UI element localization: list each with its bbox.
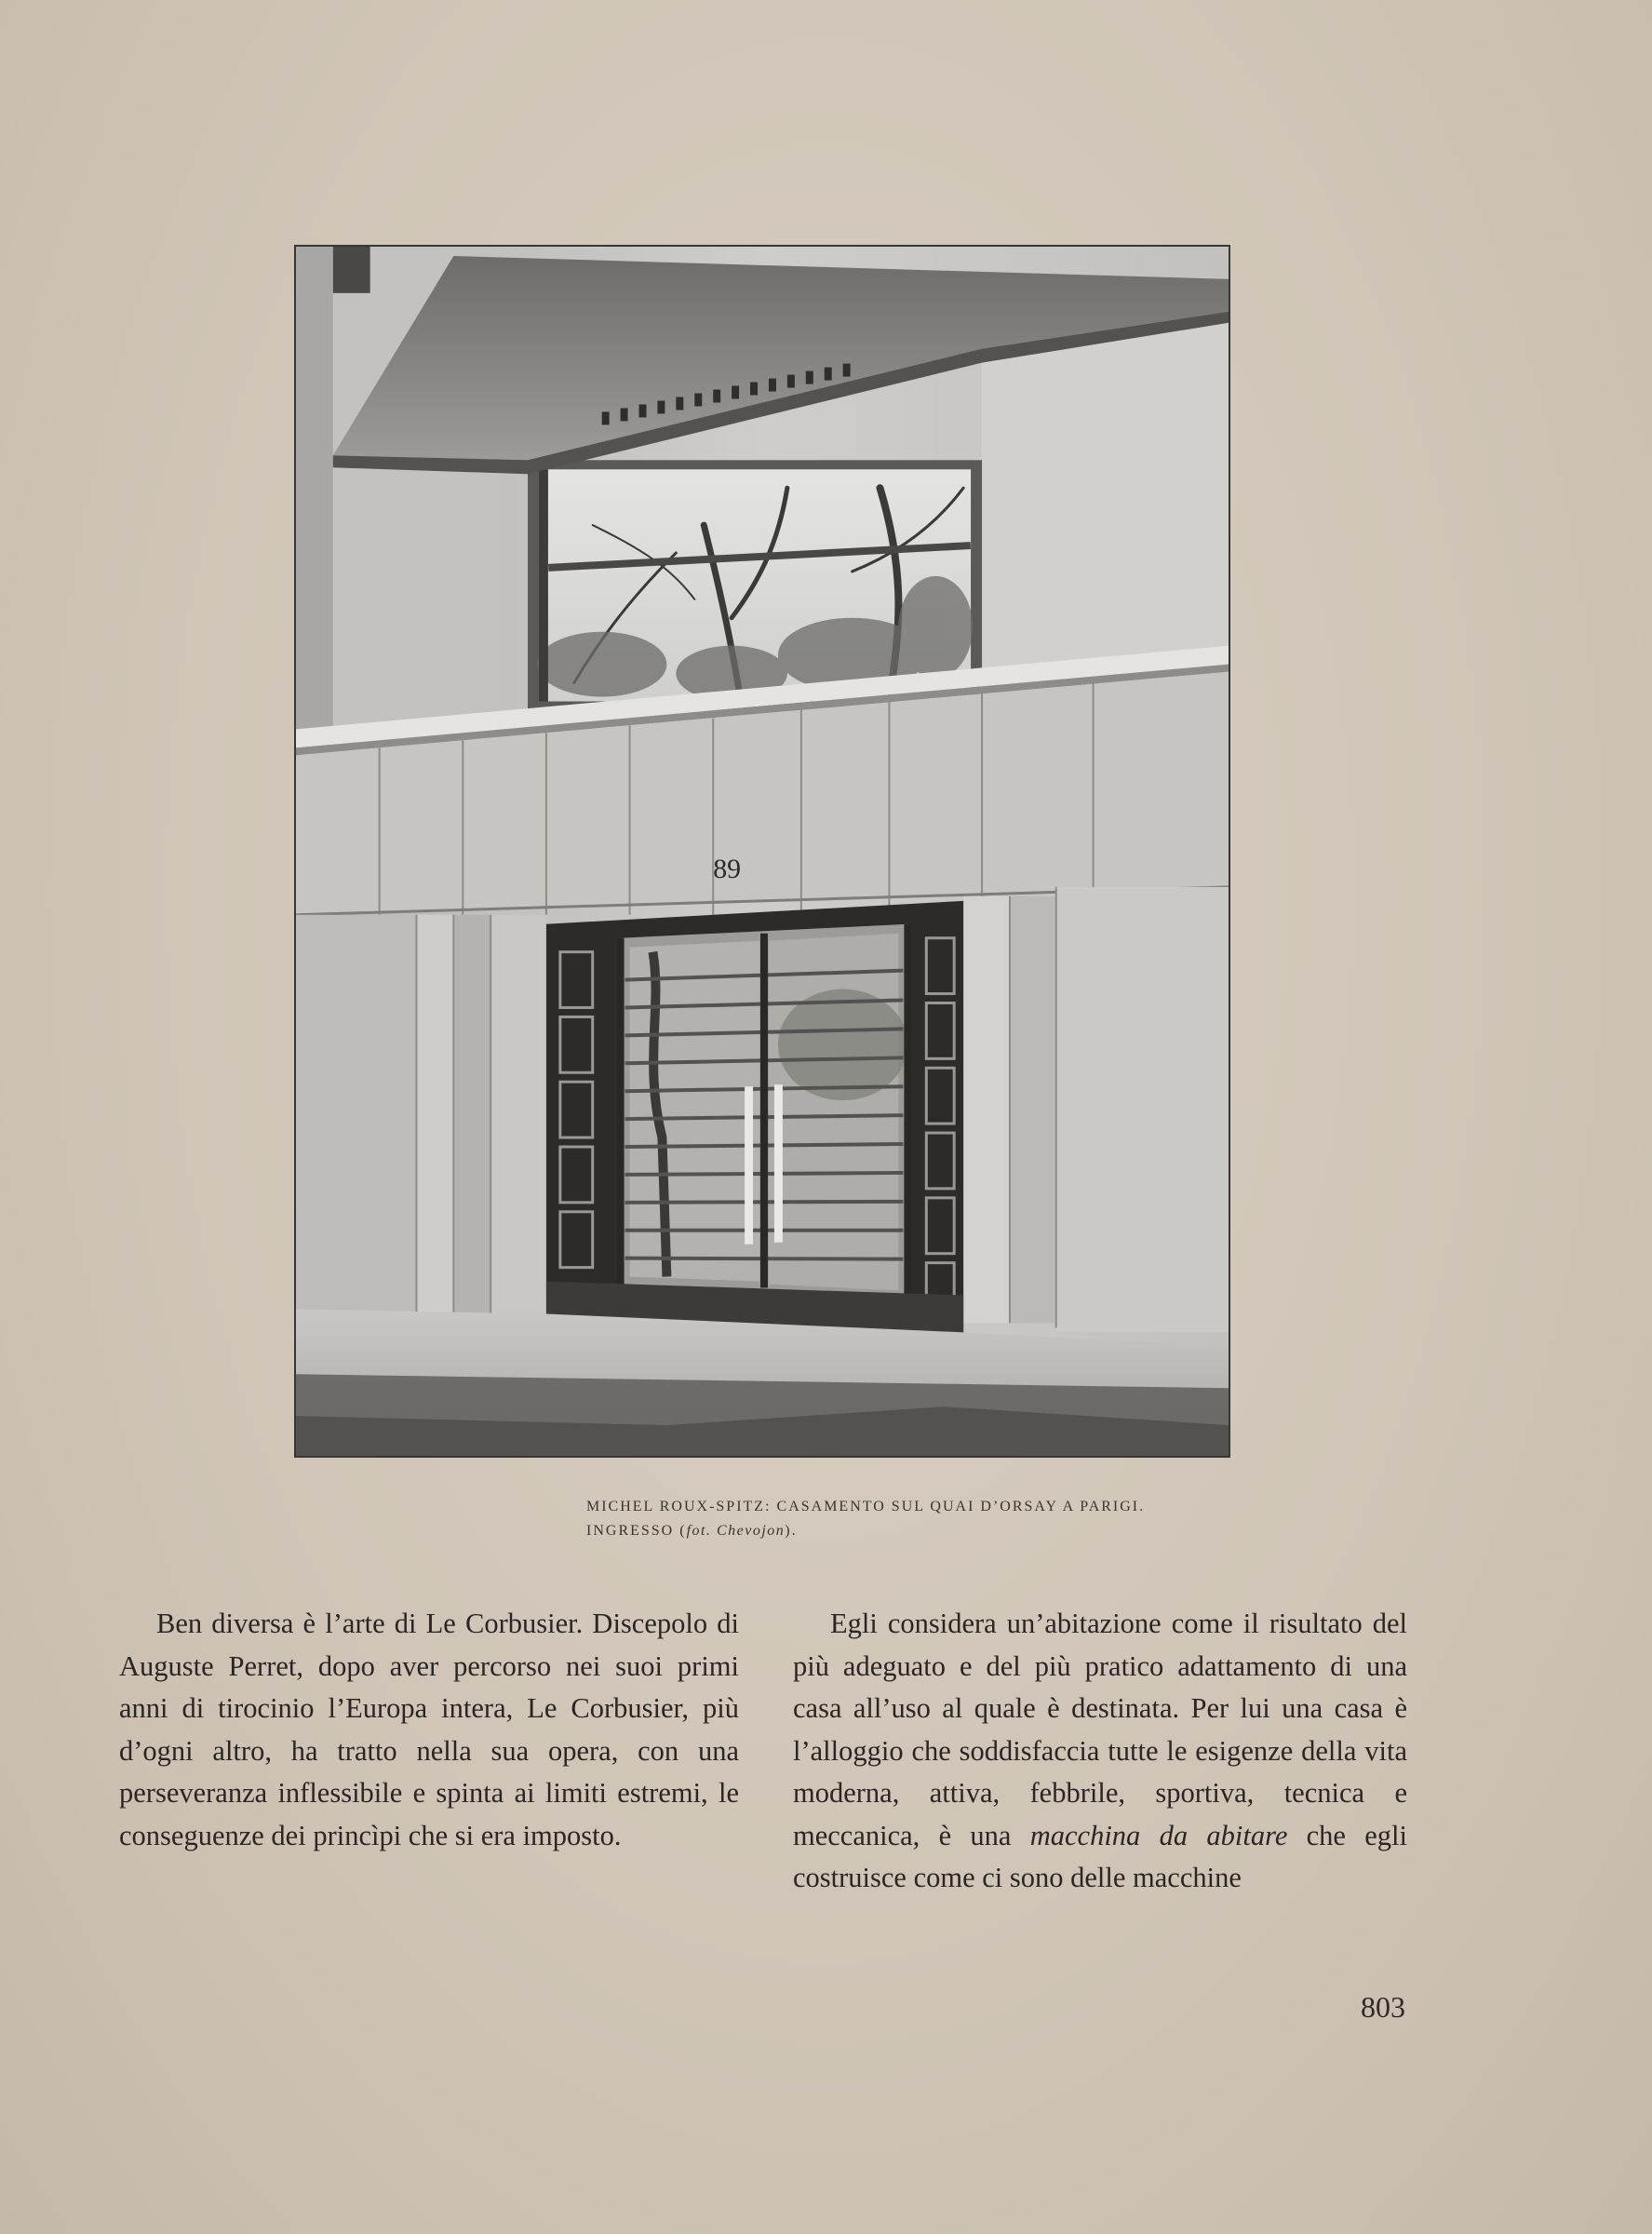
emphasis-macchina-da-abitare: macchina da abitare <box>1029 1819 1288 1851</box>
paragraph-le-corbusier: Ben diversa è l’arte di Le Corbusier. Discepolo di Auguste Perret, dopo aver percorso nei suoi primi anni di tirocinio l’Europa intera, Le Corbusier, più d’ogni altro, ha tratto nella sua opera, con una perseveranza inflessibile e spinta ai limiti estremi, le conseguenze dei princìpi che si era imposto. <box>119 1608 739 1851</box>
text-column-right <box>793 1603 1407 1900</box>
text-column-left <box>119 1603 739 1857</box>
paragraph-text-start: Egli considera un’abitazione come il risultato del più adeguato e del più pratico adattamento di una casa all’uso al quale è destinata. Per lui una casa è l’alloggio che soddisfaccia tutte le esigenze della vita moderna, attiva, febbrile, sportiva, tecnica e meccanica, è una <box>793 1608 1407 1851</box>
page-number: 803 <box>1361 1990 1405 2024</box>
building-entrance-image <box>296 247 1229 1456</box>
house-number: 89 <box>713 853 742 884</box>
paragraph-text-end: che egli costruisce come ci sono delle macchine <box>793 1819 1407 1893</box>
caption-line-2 <box>586 1519 1238 1543</box>
photograph-entrance <box>294 245 1230 1458</box>
photo-caption <box>586 1495 1238 1543</box>
caption-prefix: INGRESSO ( <box>586 1523 687 1539</box>
caption-photo-credit: fot. Chevojon <box>686 1523 786 1539</box>
caption-suffix: ). <box>785 1523 798 1539</box>
paragraph-abitazione <box>793 1603 1407 1900</box>
caption-line-1: MICHEL ROUX-SPITZ: CASAMENTO SUL QUAI D’ORSAY A PARIGI. <box>586 1499 1146 1514</box>
